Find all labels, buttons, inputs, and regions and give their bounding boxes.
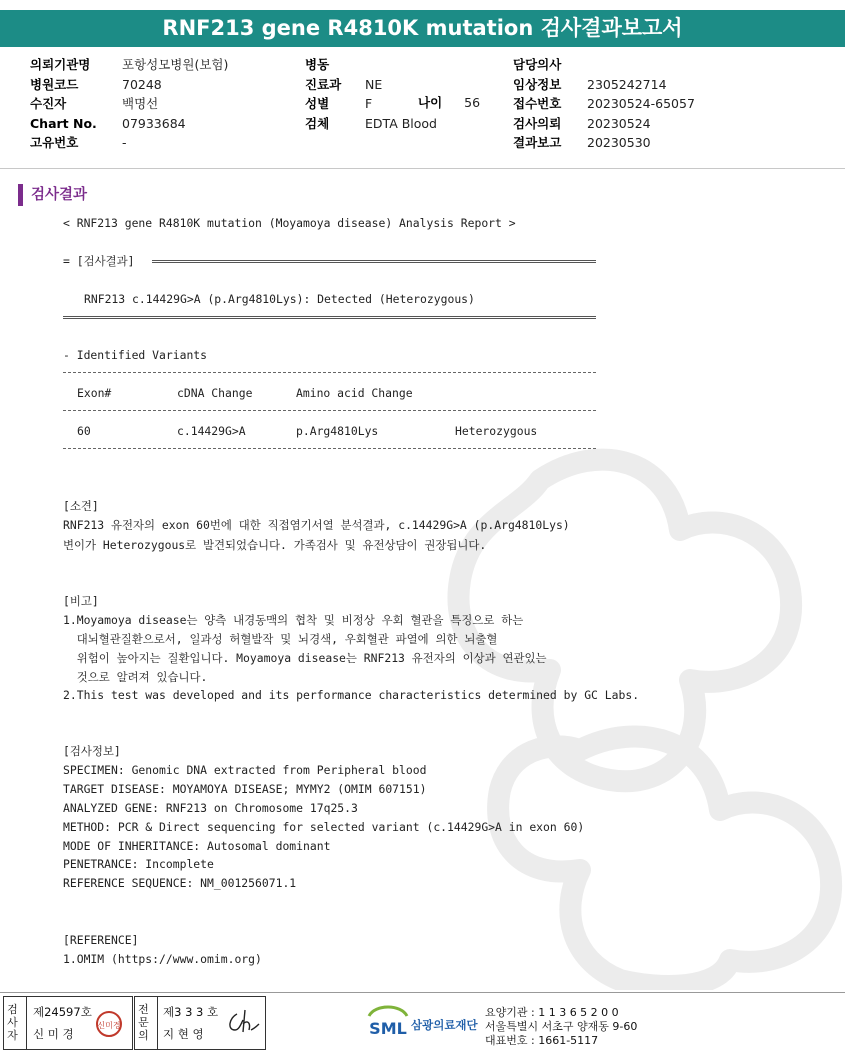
header-field xyxy=(305,75,382,95)
remarks-line-2: 대뇌혈관질환으로서, 일과성 허혈발작 및 뇌경색, 우회혈관 파열에 의한 뇌출혈 xyxy=(63,632,498,646)
remarks-line-5: 2.This test was developed and its performance characteristics determined by GC Labs. xyxy=(63,688,640,702)
examiner-license: 제24597호 xyxy=(33,1005,92,1019)
variant-header-amino: Amino acid Change xyxy=(296,386,413,400)
info-line-2: TARGET DISEASE: MOYAMOYA DISEASE; MYMY2 (OMIM 607151) xyxy=(63,782,427,796)
header-field xyxy=(305,114,437,134)
reviewer-signature-icon xyxy=(225,1008,261,1038)
header-field-value: EDTA Blood xyxy=(365,115,437,131)
header-field xyxy=(305,94,372,114)
header-field-value: NE xyxy=(365,76,383,92)
remarks-line-1: 1.Moyamoya disease는 양측 내경동맥의 협착 및 비정상 우회 혈관을 특징으로 하는 xyxy=(63,613,524,627)
logo-text: SML xyxy=(369,1019,407,1038)
remarks-title: [비고] xyxy=(63,594,99,608)
variant-amino: p.Arg4810Lys xyxy=(296,424,379,438)
header-field-label: 병원코드 xyxy=(30,76,79,92)
header-field xyxy=(30,75,162,95)
header-field-value: 07933684 xyxy=(122,115,186,131)
variants-rule-1 xyxy=(63,372,596,373)
reviewer-label: 전문의 xyxy=(138,1003,149,1042)
reviewer-name: 지 현 영 xyxy=(163,1027,204,1041)
reference-line-1: 1.OMIM (https://www.omim.org) xyxy=(63,952,262,966)
variants-rule-2 xyxy=(63,410,596,411)
header-divider xyxy=(0,168,845,169)
result-rule-top xyxy=(152,260,596,263)
variants-rule-3 xyxy=(63,448,596,449)
org-phone: 대표번호 : 1661-5117 xyxy=(485,1034,599,1047)
header-field xyxy=(305,55,365,75)
report-title: RNF213 gene R4810K mutation 검사결과보고서 xyxy=(0,10,845,47)
remarks-line-4: 것으로 알려져 있습니다. xyxy=(63,670,208,684)
info-line-3: ANALYZED GENE: RNF213 on Chromosome 17q25.3 xyxy=(63,801,358,815)
variants-title: - Identified Variants xyxy=(63,348,208,362)
header-field xyxy=(513,55,587,75)
result-rule-bottom xyxy=(63,316,596,319)
opinion-line-2: 변이가 Heterozygous로 발견되었습니다. 가족검사 및 유전상담이 권장됩니다. xyxy=(63,538,487,552)
header-field-label: 검체 xyxy=(305,115,330,131)
header-field-value: 백명선 xyxy=(122,96,159,111)
variant-header-cdna: cDNA Change xyxy=(177,386,253,400)
header-field-label: 접수번호 xyxy=(513,96,562,111)
header-field-label: 병동 xyxy=(305,57,330,72)
header-field-value: 20230524 xyxy=(587,115,651,131)
seal-text: 신미경 xyxy=(97,1021,121,1030)
report-heading: < RNF213 gene R4810K mutation (Moyamoya disease) Analysis Report > xyxy=(63,216,516,230)
header-field-value: 20230524-65057 xyxy=(587,96,695,111)
age-label: 나이 xyxy=(418,95,443,110)
result-line: RNF213 c.14429G>A (p.Arg4810Lys): Detected (Heterozygous) xyxy=(84,292,475,306)
info-title: [검사정보] xyxy=(63,744,121,758)
opinion-title: [소견] xyxy=(63,499,99,513)
result-label: = [검사결과] xyxy=(63,254,142,268)
watermark-background xyxy=(420,420,845,990)
header-field-value: - xyxy=(122,135,127,150)
examiner-label: 검사자 xyxy=(7,1003,18,1042)
header-field-value: F xyxy=(365,96,373,111)
header-field xyxy=(30,55,228,75)
header-field xyxy=(513,114,651,134)
header-field-label: Chart No. xyxy=(30,115,97,131)
remarks-line-3: 위험이 높아지는 질환입니다. Moyamoya disease는 RNF213 유전자의 이상과 연관있는 xyxy=(63,651,547,665)
header-field xyxy=(30,114,186,134)
info-line-1: SPECIMEN: Genomic DNA extracted from Peripheral blood xyxy=(63,763,427,777)
opinion-line-1: RNF213 유전자의 exon 60번에 대한 직접염기서열 분석결과, c.14429G>A (p.Arg4810Lys) xyxy=(63,518,570,532)
header-field-label: 의뢰기관명 xyxy=(30,57,91,72)
sml-logo-icon xyxy=(365,1002,411,1040)
org-name: 삼광의료재단 xyxy=(411,1018,478,1032)
section-title: 검사결과 xyxy=(18,184,87,206)
variant-exon: 60 xyxy=(77,424,91,438)
header-field-value: 포항성모병원(보험) xyxy=(122,57,229,72)
header-field xyxy=(513,133,651,153)
header-field xyxy=(30,94,158,114)
info-line-5: MODE OF INHERITANCE: Autosomal dominant xyxy=(63,839,331,853)
examiner-name: 신 미 경 xyxy=(33,1027,74,1041)
examiner-seal-icon xyxy=(95,1010,123,1038)
header-field-label: 수진자 xyxy=(30,96,67,111)
reviewer-license: 제3 3 3 호 xyxy=(163,1005,219,1019)
header-field-value: 20230530 xyxy=(587,135,651,150)
header-field-label: 진료과 xyxy=(305,76,342,92)
info-line-7: REFERENCE SEQUENCE: NM_001256071.1 xyxy=(63,876,297,890)
header-field-label: 결과보고 xyxy=(513,135,562,150)
footer xyxy=(3,994,842,1052)
header-field-label: 담당의사 xyxy=(513,57,562,72)
header-field-label: 고유번호 xyxy=(30,135,79,150)
info-line-6: PENETRANCE: Incomplete xyxy=(63,857,214,871)
header-field xyxy=(513,94,695,114)
variant-header-exon: Exon# xyxy=(77,386,112,400)
variant-cdna: c.14429G>A xyxy=(177,424,246,438)
age-field xyxy=(418,93,480,113)
reference-title: [REFERENCE] xyxy=(63,933,139,947)
header-field xyxy=(30,133,127,153)
header-field-label: 성별 xyxy=(305,96,330,111)
org-address: 서울특별시 서초구 양재동 9-60 xyxy=(485,1020,638,1033)
header-field xyxy=(513,75,667,95)
institution-no: 요양기관 : 1 1 3 6 5 2 0 0 xyxy=(485,1006,619,1019)
info-line-4: METHOD: PCR & Direct sequencing for selected variant (c.14429G>A in exon 60) xyxy=(63,820,585,834)
header-field-value: 2305242714 xyxy=(587,76,667,92)
header-field-value: 70248 xyxy=(122,76,162,92)
variant-zygosity: Heterozygous xyxy=(455,424,538,438)
footer-divider xyxy=(0,992,845,993)
header-field-label: 검사의뢰 xyxy=(513,115,562,131)
header-field-label: 임상정보 xyxy=(513,76,562,92)
age-value: 56 xyxy=(464,95,481,110)
